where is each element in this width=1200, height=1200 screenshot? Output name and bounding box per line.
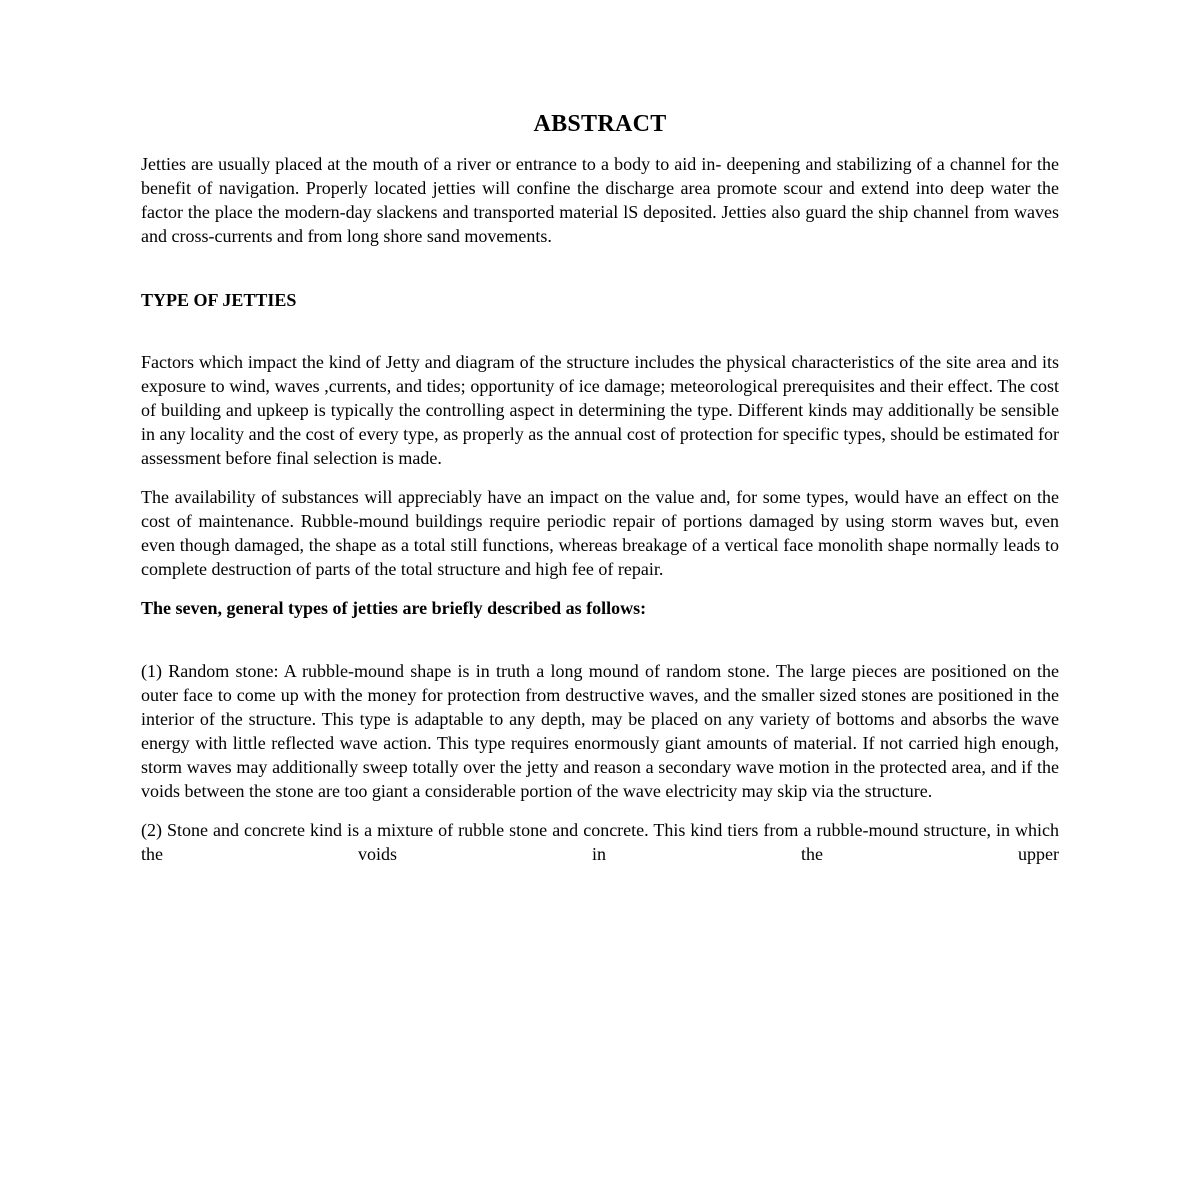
spacer bbox=[141, 620, 1059, 659]
seven-types-heading: The seven, general types of jetties are briefly described as follows: bbox=[141, 598, 647, 618]
availability-paragraph: The availability of substances will appreciably have an impact on the value and, for some types, would have an effect on the cost of maintenance. Rubble-mound buildings require periodic repair of portions damaged by using storm waves but, even even though damaged, the shape as a total still functions, whereas breakage of a vertical face monolith shape normally leads to complete destruction of parts of the total structure and high fee of repair. bbox=[141, 487, 1059, 579]
spacer bbox=[141, 312, 1059, 350]
factors-paragraph: Factors which impact the kind of Jetty and diagram of the structure includes the physical characteristics of the site area and its exposure to wind, waves ,currents, and tides; opportunity of ice damage; meteorological prerequisites and their effect. The cost of building and upkeep is typically the controlling aspect in determining the type. Different kinds may additionally be sensible in any locality and the cost of every type, as properly as the annual cost of protection for specific types, should be estimated for assessment before final selection is made. bbox=[141, 352, 1059, 468]
spacer bbox=[141, 248, 1059, 288]
spacer bbox=[141, 470, 1059, 485]
random-stone-paragraph: (1) Random stone: A rubble-mound shape is in truth a long mound of random stone. The large pieces are positioned on the outer face to come up with the money for protection from destructive waves, and the smaller sized stones are positioned in the interior of the structure. This type is adaptable to any depth, may be placed on any variety of bottoms and absorbs the wave energy with little reflected wave action. This type requires enormously giant amounts of material. If not carried high enough, storm waves may additionally sweep totally over the jetty and reason a secondary wave motion in the protected area, and if the voids between the stone are too giant a considerable portion of the wave electricity may skip via the structure. bbox=[141, 661, 1059, 801]
abstract-title: ABSTRACT bbox=[533, 111, 667, 137]
spacer bbox=[141, 803, 1059, 818]
stone-concrete-paragraph: (2) Stone and concrete kind is a mixture of rubble stone and concrete. This kind tiers from a rubble-mound structure, in which the voids in the upper bbox=[141, 820, 1059, 864]
abstract-paragraph: Jetties are usually placed at the mouth of a river or entrance to a body to aid in- deepening and stabilizing of a channel for the benefit of navigation. Properly located jetties will confine the discharge area promote scour and extend into deep water the factor the place the modern-day slackens and transported material lS deposited. Jetties also guard the ship channel from waves and cross-currents and from long shore sand movements. bbox=[141, 154, 1059, 246]
document-page bbox=[141, 108, 1059, 866]
spacer bbox=[141, 581, 1059, 596]
type-of-jetties-heading: TYPE OF JETTIES bbox=[141, 290, 297, 310]
